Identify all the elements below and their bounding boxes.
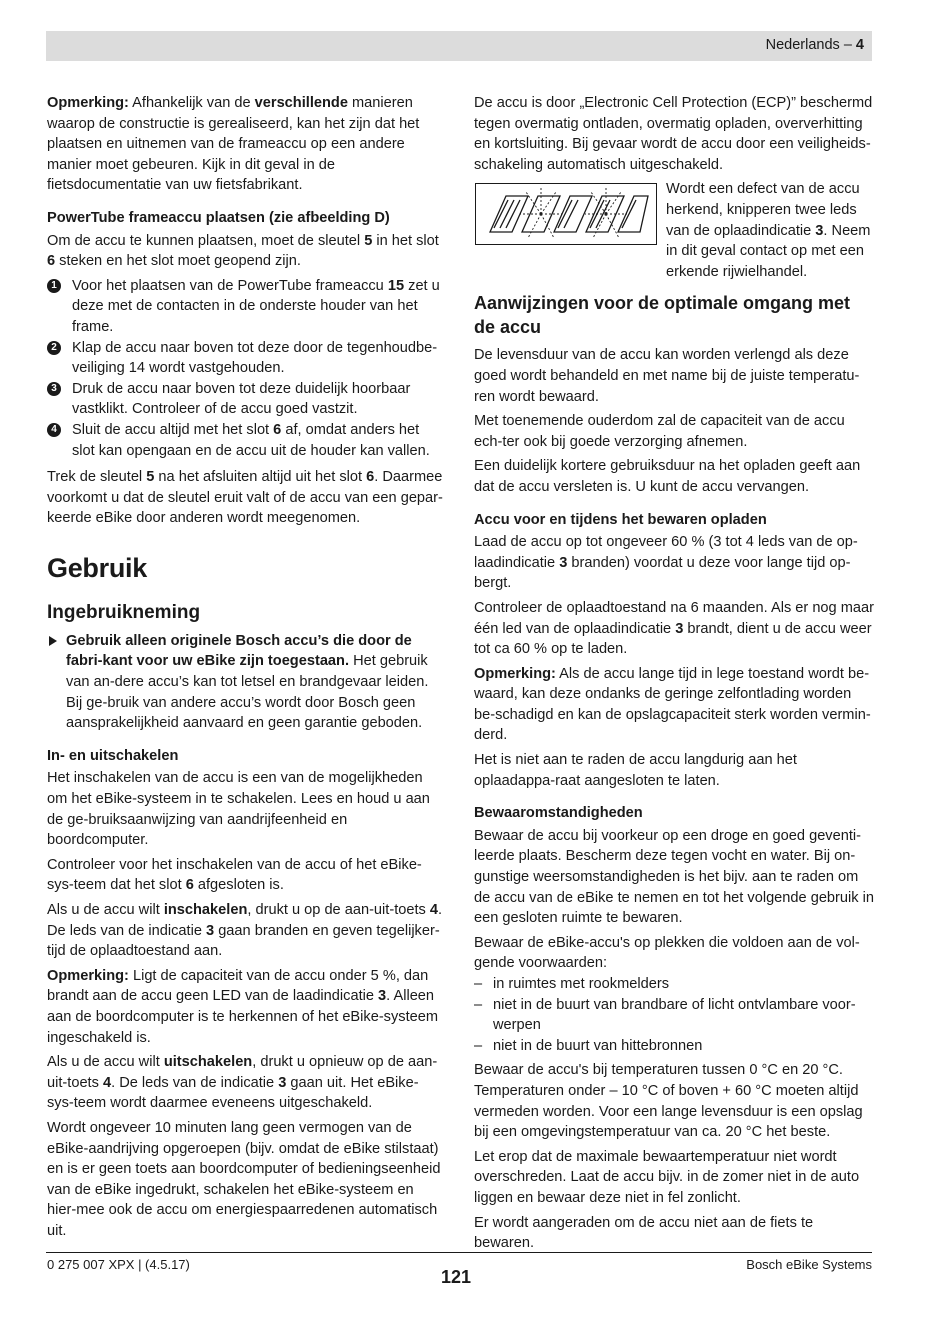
paragraph: Let erop dat de maximale bewaartemperatuur niet wordt overschreden. Laat de accu bijv. in de zomer niet in de auto liggen en bewaar deze niet in fel zonlicht.: [474, 1148, 860, 1206]
footer-doc-id: 0 275 007 XPX | (4.5.17): [47, 1257, 190, 1272]
subheading-switching: In- en uitschakelen: [47, 747, 179, 764]
subheading-storage: Bewaaromstandigheden: [474, 805, 643, 822]
paragraph: Om de accu te kunnen plaatsen, moet de sleutel 5 in het slot 6 steken en het slot moet geopend zijn.: [47, 232, 439, 270]
right-column: [474, 93, 874, 1258]
paragraph: Controleer de oplaadtoestand na 6 maanden. Als er nog maar één led van de oplaadindicatie 3 brandt, dient u de accu weer tot ca 60 % op te laden.: [474, 599, 874, 658]
paragraph: Als u de accu wilt uitschakelen, drukt u opnieuw op de aan-uit-toets 4. De leds van de indicatie 3 gaan uit. Het eBike-sys-teem wordt daarmee eveneens uitgeschakeld.: [47, 1054, 438, 1112]
step-item: 4 Sluit de accu altijd met het slot 6 af, omdat anders het slot kan opengaan en de accu uit de houder kan vallen.: [47, 420, 445, 461]
paragraph: De accu is door „Electronic Cell Protection (ECP)” beschermd tegen overmatig ontladen, overmatig opladen, oververhitting en kortsluiting. Bij gevaar wordt de accu door een veiligheids-schakeling automatisch uitgeschakeld.: [474, 95, 873, 173]
paragraph: Het inschakelen van de accu is een van de mogelijkheden om het eBike-systeem in te schakelen. Lees en houd u aan de ge-bruiksaanwijzing van aandrijfeenheid en boordcomputer.: [47, 770, 430, 849]
warning-bullet: Gebruik alleen originele Bosch accu’s die door de fabri-kant voor uw eBike zijn toegestaan. Het gebruik van an-dere accu’s kan tot letsel en brandgevaar leiden. Bij ge-bruik van andere accu’s wordt door Bosch geen aansprakelijkheid aanvaard en geen garantie geboden.: [47, 631, 445, 734]
paragraph: De levensduur van de accu kan worden verlengd als deze goed wordt behandeld en met name bij de juiste temperatu-ren wordt bewaard.: [474, 347, 860, 405]
paragraph: Met toenemende ouderdom zal de capaciteit van de accu ech-ter ook bij goede verzorging afnemen.: [474, 413, 845, 450]
subsection-title: Aanwijzingen voor de optimale omgang met de accu: [474, 293, 851, 338]
paragraph: Laad de accu op tot ongeveer 60 % (3 tot 4 leds van de op-laadindicatie 3 branden) voordat u deze voor lange tijd op-bergt.: [474, 534, 858, 592]
blinking-leds-icon: [476, 184, 656, 244]
paragraph: Controleer voor het inschakelen van de accu of het eBike-sys-teem dat het slot 6 afgesloten is.: [47, 856, 422, 894]
paragraph: Bewaar de accu bij voorkeur op een droge en goed geventi-leerde plaats. Bescherm deze tegen vocht en water. Bij on-gunstige weersomstandigheden is het bijv. aan te raden om de accu van de eBike te nemen en tot het volgende gebruik in een gesloten ruimte te bewaren.: [474, 827, 874, 927]
battery-led-indicator-figure: [475, 183, 657, 245]
list-item: – niet in de buurt van hittebronnen: [474, 1037, 703, 1054]
subheading-charging: Accu voor en tijdens het bewaren opladen: [474, 511, 767, 528]
dash-list: [474, 974, 874, 1056]
step-number-icon: 4: [47, 423, 61, 437]
list-item: – in ruimtes met rookmelders: [474, 976, 669, 992]
step-number-icon: 3: [47, 382, 61, 396]
triangle-bullet-icon: [49, 636, 57, 646]
subheading-powertube: PowerTube frameaccu plaatsen (zie afbeelding D): [47, 209, 390, 226]
paragraph: Bewaar de eBike-accu's op plekken die voldoen aan de vol-gende voorwaarden:: [474, 934, 860, 972]
paragraph: Bewaar de accu's bij temperaturen tussen 0 °C en 20 °C. Temperaturen onder – 10 °C of boven + 60 °C moeten altijd vermeden worden. Voor een lange levensduur is een opslag bij een omgevingstemperatuur van ca. 20 °C het beste.: [474, 1062, 863, 1141]
paragraph: Als u de accu wilt inschakelen, drukt u op de aan-uit-toets 4. De leds van de indicatie 3 gaan branden en geven tegelijker-tijd de oplaadtoestand aan.: [47, 902, 443, 960]
step-list: [47, 276, 445, 461]
paragraph: Trek de sleutel 5 na het afsluiten altijd uit het slot 6. Daarmee voorkomt u dat de sleutel eruit valt of de accu van een gepar-keerde eBike door anderen wordt meegenomen.: [47, 469, 443, 527]
section-title: Gebruik: [47, 552, 147, 583]
footer-brand: Bosch eBike Systems: [746, 1257, 872, 1272]
left-column: [47, 93, 445, 1246]
paragraph: Er wordt aangeraden om de accu niet aan de fiets te bewaren.: [474, 1214, 814, 1252]
note-paragraph: Opmerking: Afhankelijk van de verschillende manieren waarop de constructie is gerealiseerd, kan het zijn dat het plaatsen en uitnemen van de frameaccu op een andere manier moet gebeuren. Kijk in dit geval in de fietsdocumentatie van uw fietsfabrikant.: [47, 95, 420, 194]
step-number-icon: 2: [47, 341, 61, 355]
step-item: 2 Klap de accu naar boven tot deze door de tegenhoudbe-veiliging 14 wordt vastgehouden.: [47, 338, 445, 379]
led-figure-block: [474, 179, 874, 280]
footer-divider: [46, 1252, 872, 1253]
figure-caption: Wordt een defect van de accu herkend, knipperen twee leds van de oplaadindicatie 3. Neem in dit geval contact op met een erkende rijwielhandel.: [666, 181, 871, 280]
subsection-title: Ingebruikneming: [47, 601, 201, 623]
step-item: 3 Druk de accu naar boven tot deze duidelijk hoorbaar vastklikt. Controleer of de accu goed vastzit.: [47, 379, 445, 420]
header-language: Nederlands – 4: [765, 37, 864, 53]
step-item: 1 Voor het plaatsen van de PowerTube frameaccu 15 zet u deze met de contacten in de onderste houder van het frame.: [47, 276, 445, 338]
step-number-icon: 1: [47, 279, 61, 293]
paragraph: Een duidelijk kortere gebruiksduur na het opladen geeft aan dat de accu versleten is. U kunt de accu vervangen.: [474, 458, 861, 495]
page-number: 121: [441, 1267, 472, 1287]
list-item: – niet in de buurt van brandbare of licht ontvlambare voor-werpen: [474, 996, 856, 1034]
page-header: [46, 31, 872, 61]
paragraph: Het is niet aan te raden de accu langdurig aan het oplaadappa-raat aangesloten te laten.: [474, 752, 797, 789]
note-paragraph: Opmerking: Ligt de capaciteit van de accu onder 5 %, dan brandt aan de accu geen LED van de laadindicatie 3. Alleen aan de boordcomputer is te herkennen of het eBike-systeem ingeschakeld is.: [47, 967, 439, 1046]
paragraph: Wordt ongeveer 10 minuten lang geen vermogen van de eBike-aandrijving opgeroepen (bijv. omdat de eBike stilstaat) en is er geen toets aan boordcomputer of bedieningseenheid van de eBike ingedrukt, schakelen het eBike-systeem en hier-mee ook de accu om energiespaarredenen automatisch uit.: [47, 1119, 441, 1239]
note-paragraph: Opmerking: Als de accu lange tijd in lege toestand wordt be-waard, kan deze ondanks de geringe zelfontlading worden be-schadigd en kan de opslagcapaciteit sterk worden vermin-derd.: [474, 665, 871, 744]
